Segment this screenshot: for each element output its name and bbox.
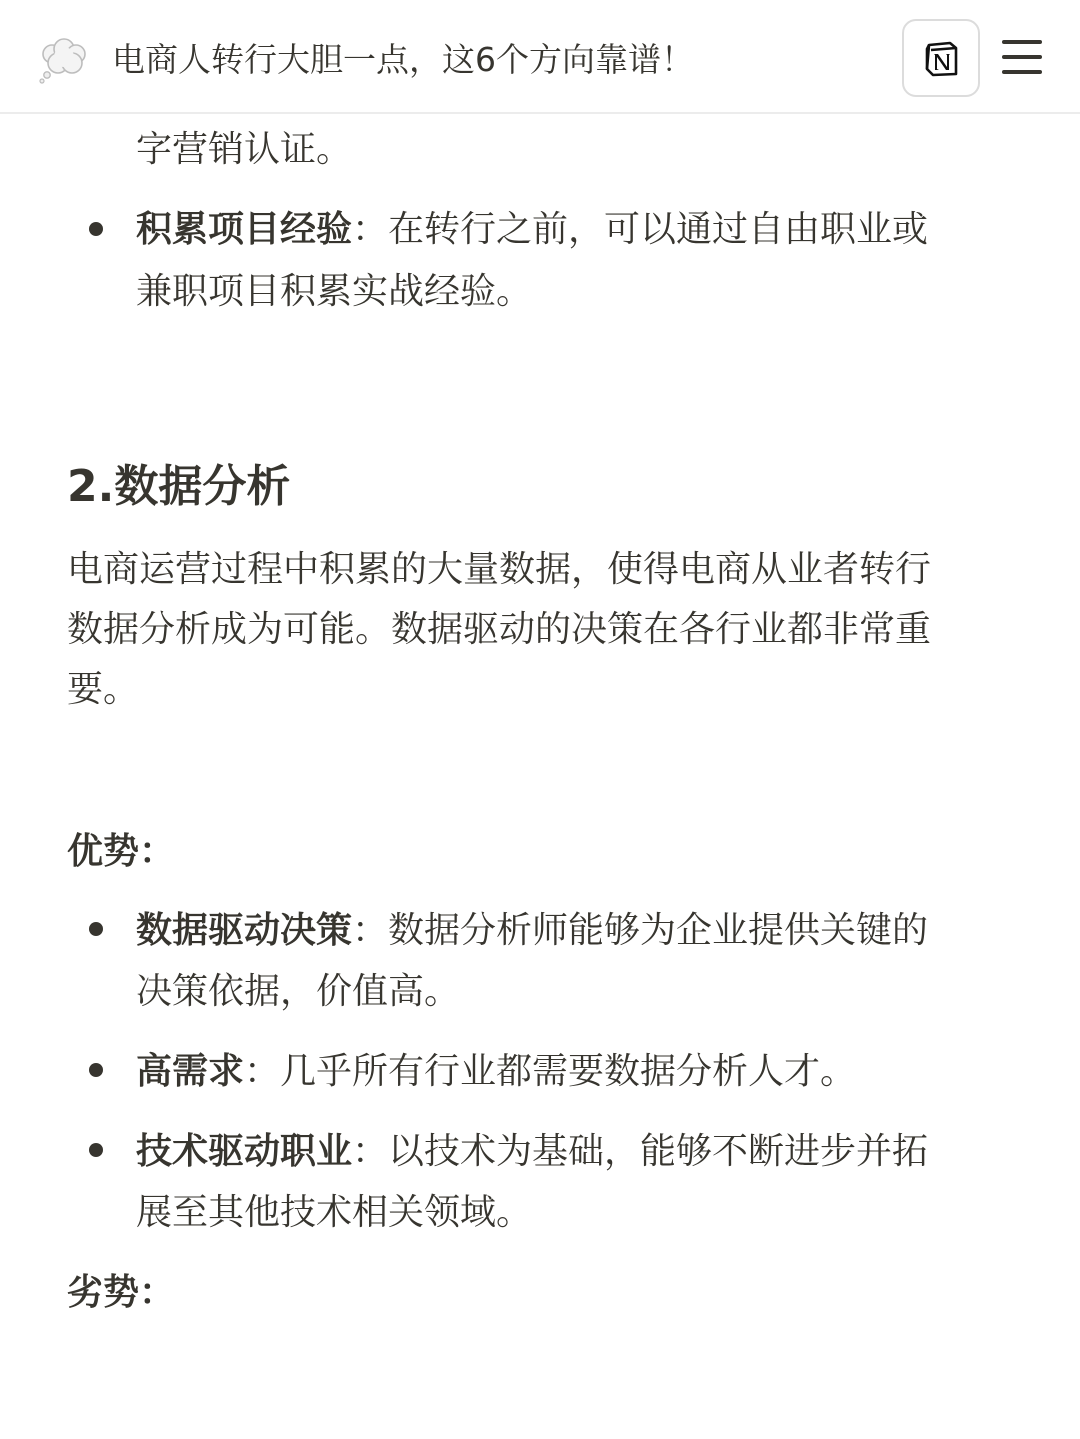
bullet-term: 数据驱动决策 [136, 910, 353, 951]
page-title: 电商人转行大胆一点，这6个方向靠谱！ [112, 40, 694, 79]
bullet-term: 技术驱动职业 [136, 1131, 353, 1172]
list-item: 技术驱动职业：以技术为基础，能够不断进步并拓 [136, 1131, 929, 1172]
advantages-label: 优势： [67, 831, 176, 872]
bullet-text: 以技术为基础，能够不断进步并拓 [388, 1131, 929, 1172]
disadvantages-label: 劣势： [67, 1272, 176, 1313]
bullet-text: 决策依据，价值高。 [136, 971, 461, 1012]
notion-logo-icon [923, 40, 961, 78]
thought-cloud-icon [38, 36, 90, 84]
list-item: 数据驱动决策：数据分析师能够为企业提供关键的 [136, 910, 929, 951]
bullet-text: 兼职项目积累实战经验。 [136, 271, 533, 312]
paragraph-line: 电商运营过程中积累的大量数据，使得电商从业者转行 [67, 549, 932, 590]
list-item: 高需求：几乎所有行业都需要数据分析人才。 [136, 1051, 857, 1092]
paragraph-line: 要。 [67, 669, 140, 710]
bullet-term: 高需求 [136, 1051, 245, 1092]
bullet-dot [89, 222, 103, 236]
notion-button[interactable] [902, 19, 980, 97]
list-item: 积累项目经验：在转行之前，可以通过自由职业或 [136, 209, 929, 250]
bullet-text: 展至其他技术相关领域。 [136, 1192, 533, 1233]
top-bar [0, 0, 1080, 114]
hamburger-menu-button[interactable] [1000, 38, 1044, 76]
paragraph-line: 数据分析成为可能。数据驱动的决策在各行业都非常重 [67, 609, 932, 650]
hamburger-menu-icon [1002, 40, 1042, 44]
section-heading: 2.数据分析 [67, 461, 291, 512]
bullet-term: 积累项目经验 [136, 209, 353, 250]
bullet-text: 在转行之前，可以通过自由职业或 [388, 209, 929, 250]
continued-text: 字营销认证。 [136, 129, 353, 170]
bullet-dot [89, 922, 103, 936]
bullet-text: 几乎所有行业都需要数据分析人才。 [280, 1051, 857, 1092]
bullet-dot [89, 1143, 103, 1157]
bullet-text: 数据分析师能够为企业提供关键的 [388, 910, 929, 951]
bullet-dot [89, 1063, 103, 1077]
